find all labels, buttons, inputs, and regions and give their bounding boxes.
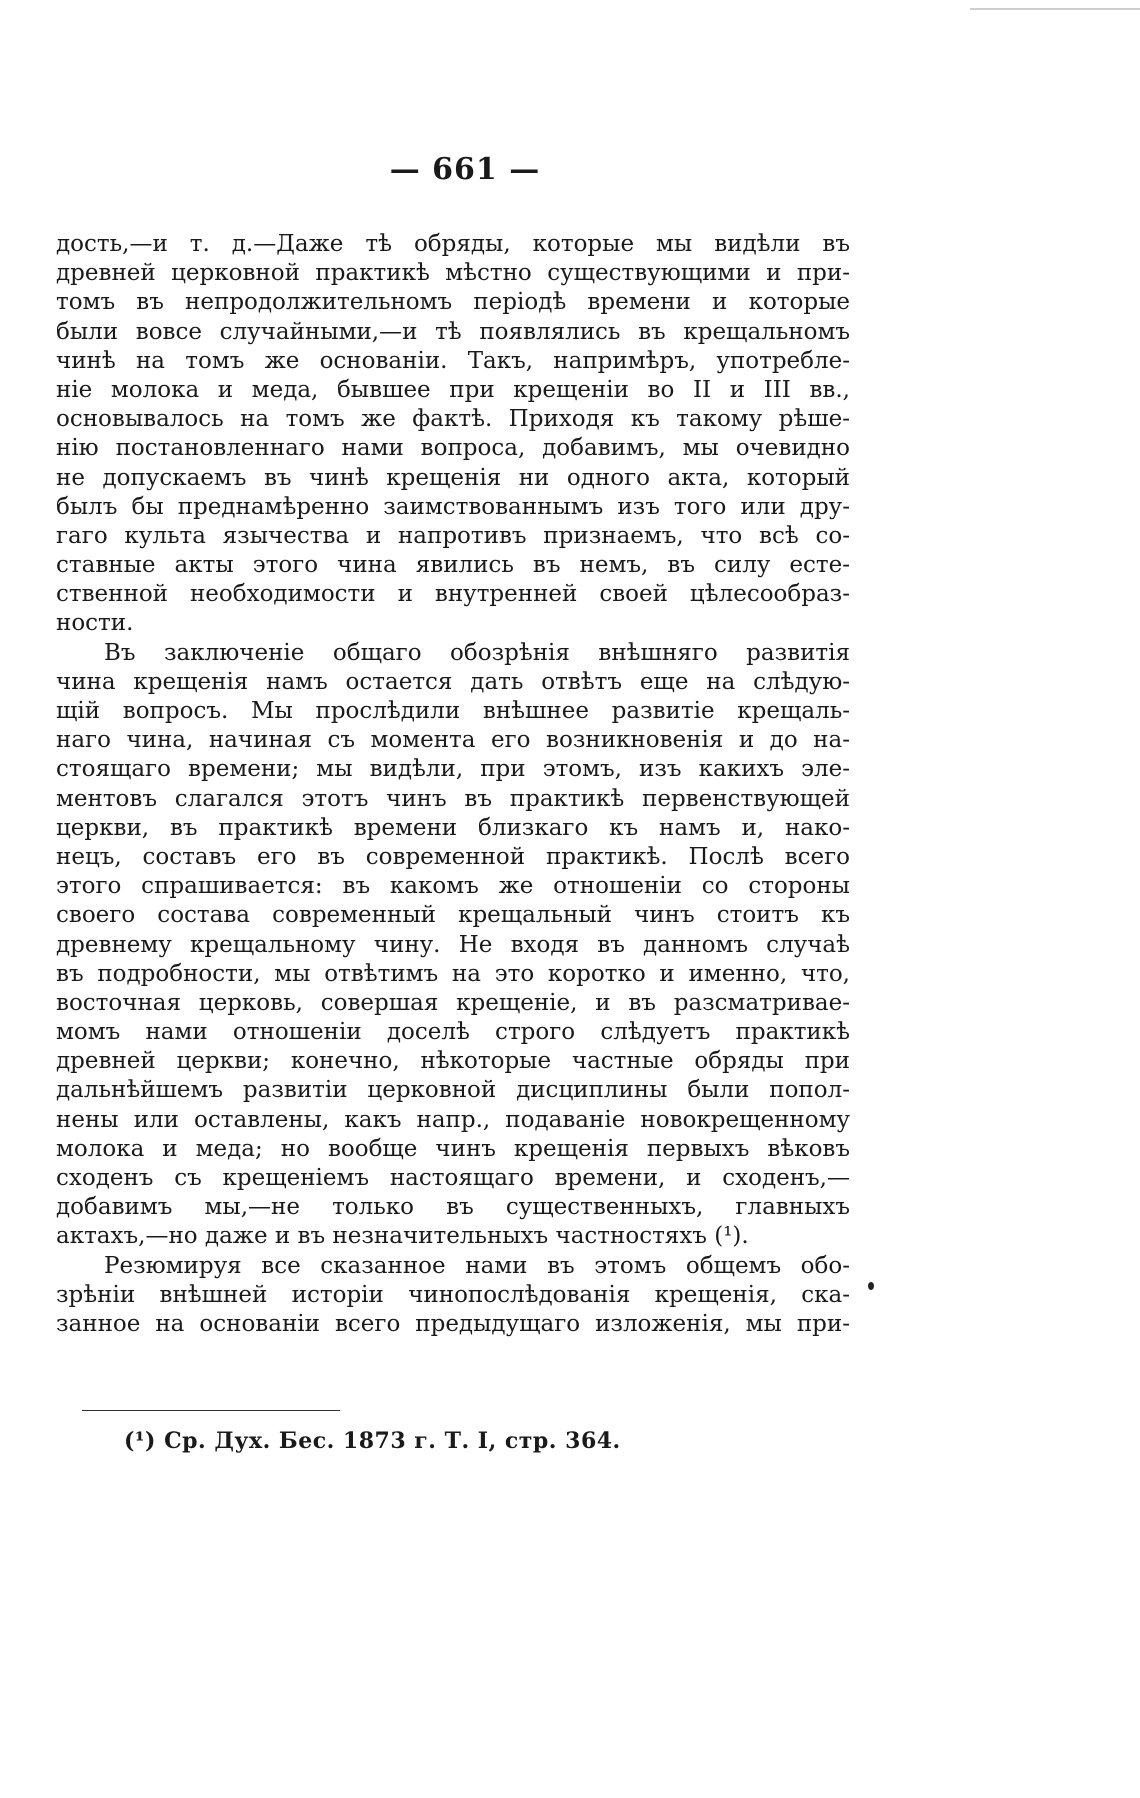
text-line: актахъ,—но даже и въ незначительныхъ частностяхъ (¹). [56,1223,749,1250]
scan-edge-rule [970,8,1140,10]
text-line: основывалось на томъ же фактѣ. Приходя къ такому рѣше- [56,406,850,433]
footnote: (¹) Ср. Дух. Бес. 1873 г. Т. I, стр. 364. [124,1428,621,1454]
text-line: ставные акты этого чина явились въ немъ, въ силу есте- [56,552,850,579]
ink-speck [868,1282,874,1290]
text-line: древней церкви; конечно, нѣкоторые частные обряды при [56,1048,850,1075]
text-line: зрѣніи внѣшней исторіи чинопослѣдованія крещенія, ска- [56,1281,850,1308]
text-line: чина крещенія намъ остается дать отвѣтъ еще на слѣдую- [56,668,850,695]
text-line: чинѣ на томъ же основаніи. Такъ, напримѣръ, употребле- [56,347,850,374]
text-line: въ подробности, мы отвѣтимъ на это коротко и именно, что, [56,960,850,987]
text-line: ніе молока и меда, бывшее при крещеніи во II и III вв., [56,376,850,403]
text-line: восточная церковь, совершая крещеніе, и въ разсматривае- [56,989,850,1016]
text-line: дальнѣйшемъ развитіи церковной дисциплины были попол- [56,1077,850,1104]
text-line: древней церковной практикѣ мѣстно существующими и при- [56,260,850,287]
text-line: стоящаго времени; мы видѣли, при этомъ, изъ какихъ эле- [56,756,850,783]
paragraph [56,1252,850,1340]
text-line: наго чина, начиная съ момента его возникновенія и до на- [56,727,850,754]
text-line: нію постановленнаго нами вопроса, добавимъ, мы очевидно [56,435,850,462]
paragraph [56,639,850,1252]
text-line: гаго культа язычества и напротивъ признаемъ, что всѣ со- [56,522,850,549]
text-line: своего состава современный крещальный чинъ стоитъ къ [56,902,850,929]
text-line: занное на основаніи всего предыдущаго изложенія, мы при- [56,1310,850,1337]
text-line: этого спрашивается: въ какомъ же отношеніи со стороны [56,873,850,900]
text-line: древнему крещальному чину. Не входя въ данномъ случаѣ [56,931,850,958]
text-line: церкви, въ практикѣ времени близкаго къ намъ и, нако- [56,814,850,841]
text-line: момъ нами отношеніи доселѣ строго слѣдуетъ практикѣ [56,1019,850,1046]
body-text [56,230,850,1339]
text-line: ности. [56,610,134,637]
footnote-divider [82,1410,340,1411]
text-line: томъ въ непродолжительномъ періодѣ времени и которые [56,289,850,316]
page-number: — 661 — [389,152,541,187]
text-line: былъ бы преднамѣренно заимствованнымъ изъ того или дру- [56,493,850,520]
text-line: дость,—и т. д.—Даже тѣ обряды, которые мы видѣли въ [56,231,850,257]
text-line: сходенъ съ крещеніемъ настоящаго времени, и сходенъ,— [56,1165,850,1191]
paragraph [56,230,850,639]
text-line: не допускаемъ въ чинѣ крещенія ни одного акта, который [56,464,850,491]
text-line: ственной необходимости и внутренней своей цѣлесообраз- [56,581,850,608]
text-line: щій вопросъ. Мы прослѣдили внѣшнее развитіе крещаль- [56,698,850,724]
text-line: нецъ, составъ его въ современной практикѣ. Послѣ всего [56,843,850,870]
text-line: добавимъ мы,—не только въ существенныхъ, главныхъ [56,1194,850,1221]
text-line: Въ заключеніе общаго обозрѣнія внѣшняго развитія [104,639,850,666]
text-line: молока и меда; но вообще чинъ крещенія первыхъ вѣковъ [56,1135,850,1162]
text-line: ментовъ слагался этотъ чинъ въ практикѣ первенствующей [56,785,850,812]
text-line: Резюмируя все сказанное нами въ этомъ общемъ обо- [104,1252,850,1279]
text-line: были вовсе случайными,—и тѣ появлялись въ крещальномъ [56,318,850,345]
text-line: нены или оставлены, какъ напр., подаваніе новокрещенному [56,1106,850,1133]
